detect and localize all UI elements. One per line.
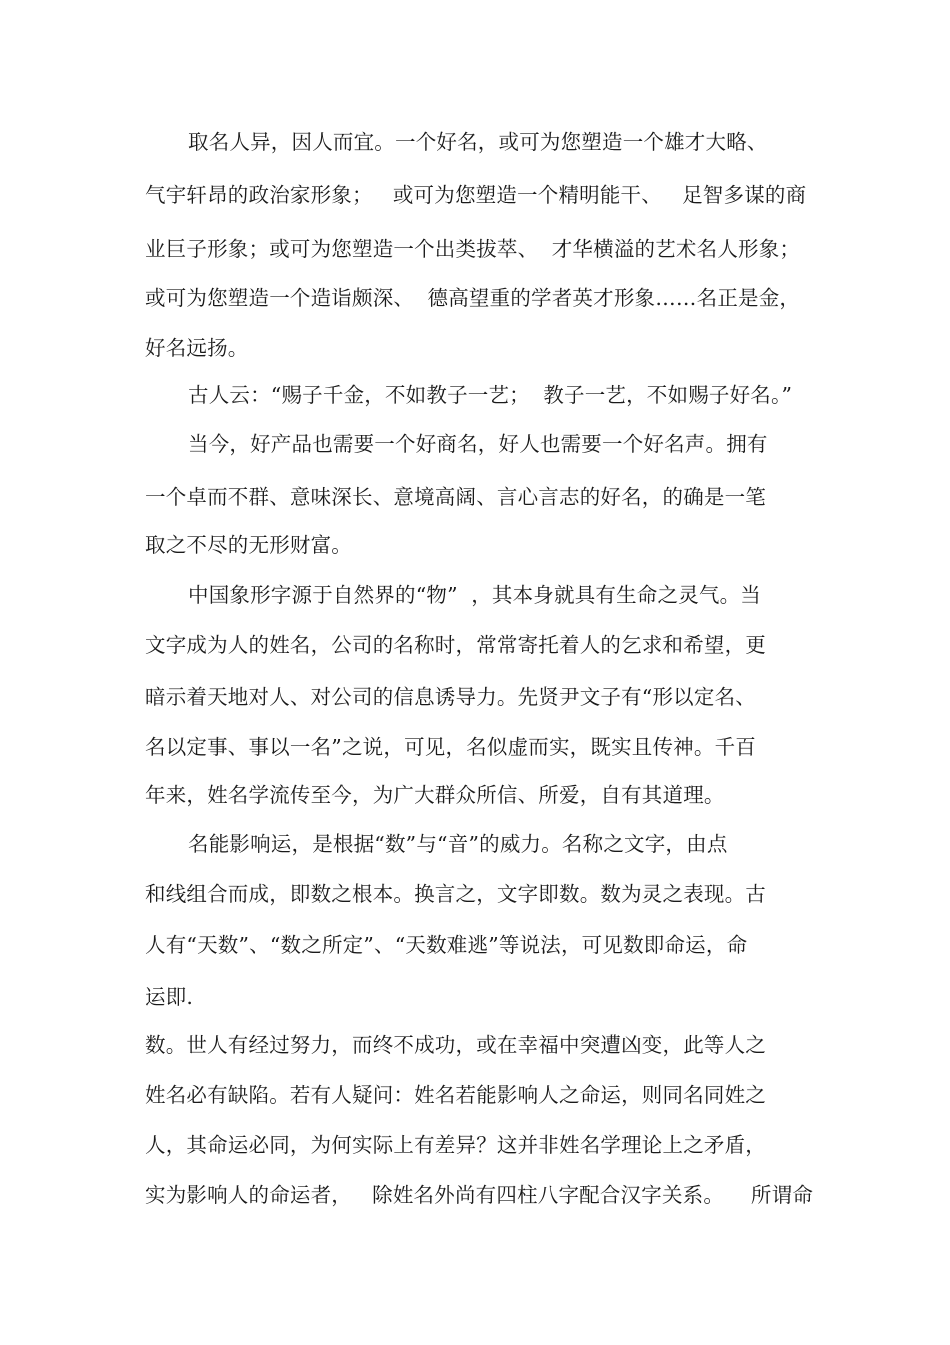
text-line: 年来，姓名学流传至今，为广大群众所信、所爱，自有其道理。 bbox=[145, 783, 725, 807]
text-line: 文字成为人的姓名，公司的名称时，常常寄托着人的乞求和希望，更 bbox=[145, 633, 766, 657]
text-line: 名能影响运，是根据“数”与“音”的威力。名称之文字，由点 bbox=[188, 832, 728, 856]
text-line: 实为影响人的命运者， 除姓名外尚有四柱八字配合汉字关系。 所谓命 bbox=[145, 1183, 814, 1207]
text-line: 气宇轩昂的政治家形象； 或可为您塑造一个精明能干、 足智多谋的商 bbox=[145, 183, 807, 207]
text-line: 当今，好产品也需要一个好商名，好人也需要一个好名声。拥有 bbox=[188, 432, 768, 456]
text-line: 暗示着天地对人、对公司的信息诱导力。先贤尹文子有“形以定名、 bbox=[145, 685, 756, 709]
text-line: 数。世人有经过努力，而终不成功，或在幸福中突遭凶变，此等人之 bbox=[145, 1033, 766, 1057]
text-line: 取之不尽的无形财富。 bbox=[145, 533, 352, 557]
text-line: 好名远扬。 bbox=[145, 336, 249, 360]
text-line: 古人云：“赐子千金，不如教子一艺； 教子一艺，不如赐子好名。” bbox=[188, 383, 793, 407]
text-line: 取名人异，因人而宜。一个好名，或可为您塑造一个雄才大略、 bbox=[188, 130, 768, 154]
text-line: 业巨子形象；或可为您塑造一个出类拔萃、 才华横溢的艺术名人形象； bbox=[145, 237, 801, 261]
text-line: 姓名必有缺陷。若有人疑问：姓名若能影响人之命运，则同名同姓之 bbox=[145, 1083, 766, 1107]
text-line: 人，其命运必同，为何实际上有差异？这并非姓名学理论上之矛盾， bbox=[145, 1133, 766, 1157]
text-line: 和线组合而成，即数之根本。换言之，文字即数。数为灵之表现。古 bbox=[145, 882, 766, 906]
text-line: 一个卓而不群、意味深长、意境高阔、言心言志的好名，的确是一笔 bbox=[145, 485, 766, 509]
text-line: 运即. bbox=[145, 985, 194, 1009]
text-line: 或可为您塑造一个造诣颇深、 德高望重的学者英才形象……名正是金， bbox=[145, 286, 801, 310]
text-line: 名以定事、事以一名”之说，可见，名似虚而实，既实且传神。千百 bbox=[145, 735, 756, 759]
text-line: 人有“天数”、“数之所定”、“天数难逃”等说法，可见数即命运，命 bbox=[145, 933, 748, 957]
text-line: 中国象形字源于自然界的“物” ，其本身就具有生命之灵气。当 bbox=[188, 583, 761, 607]
